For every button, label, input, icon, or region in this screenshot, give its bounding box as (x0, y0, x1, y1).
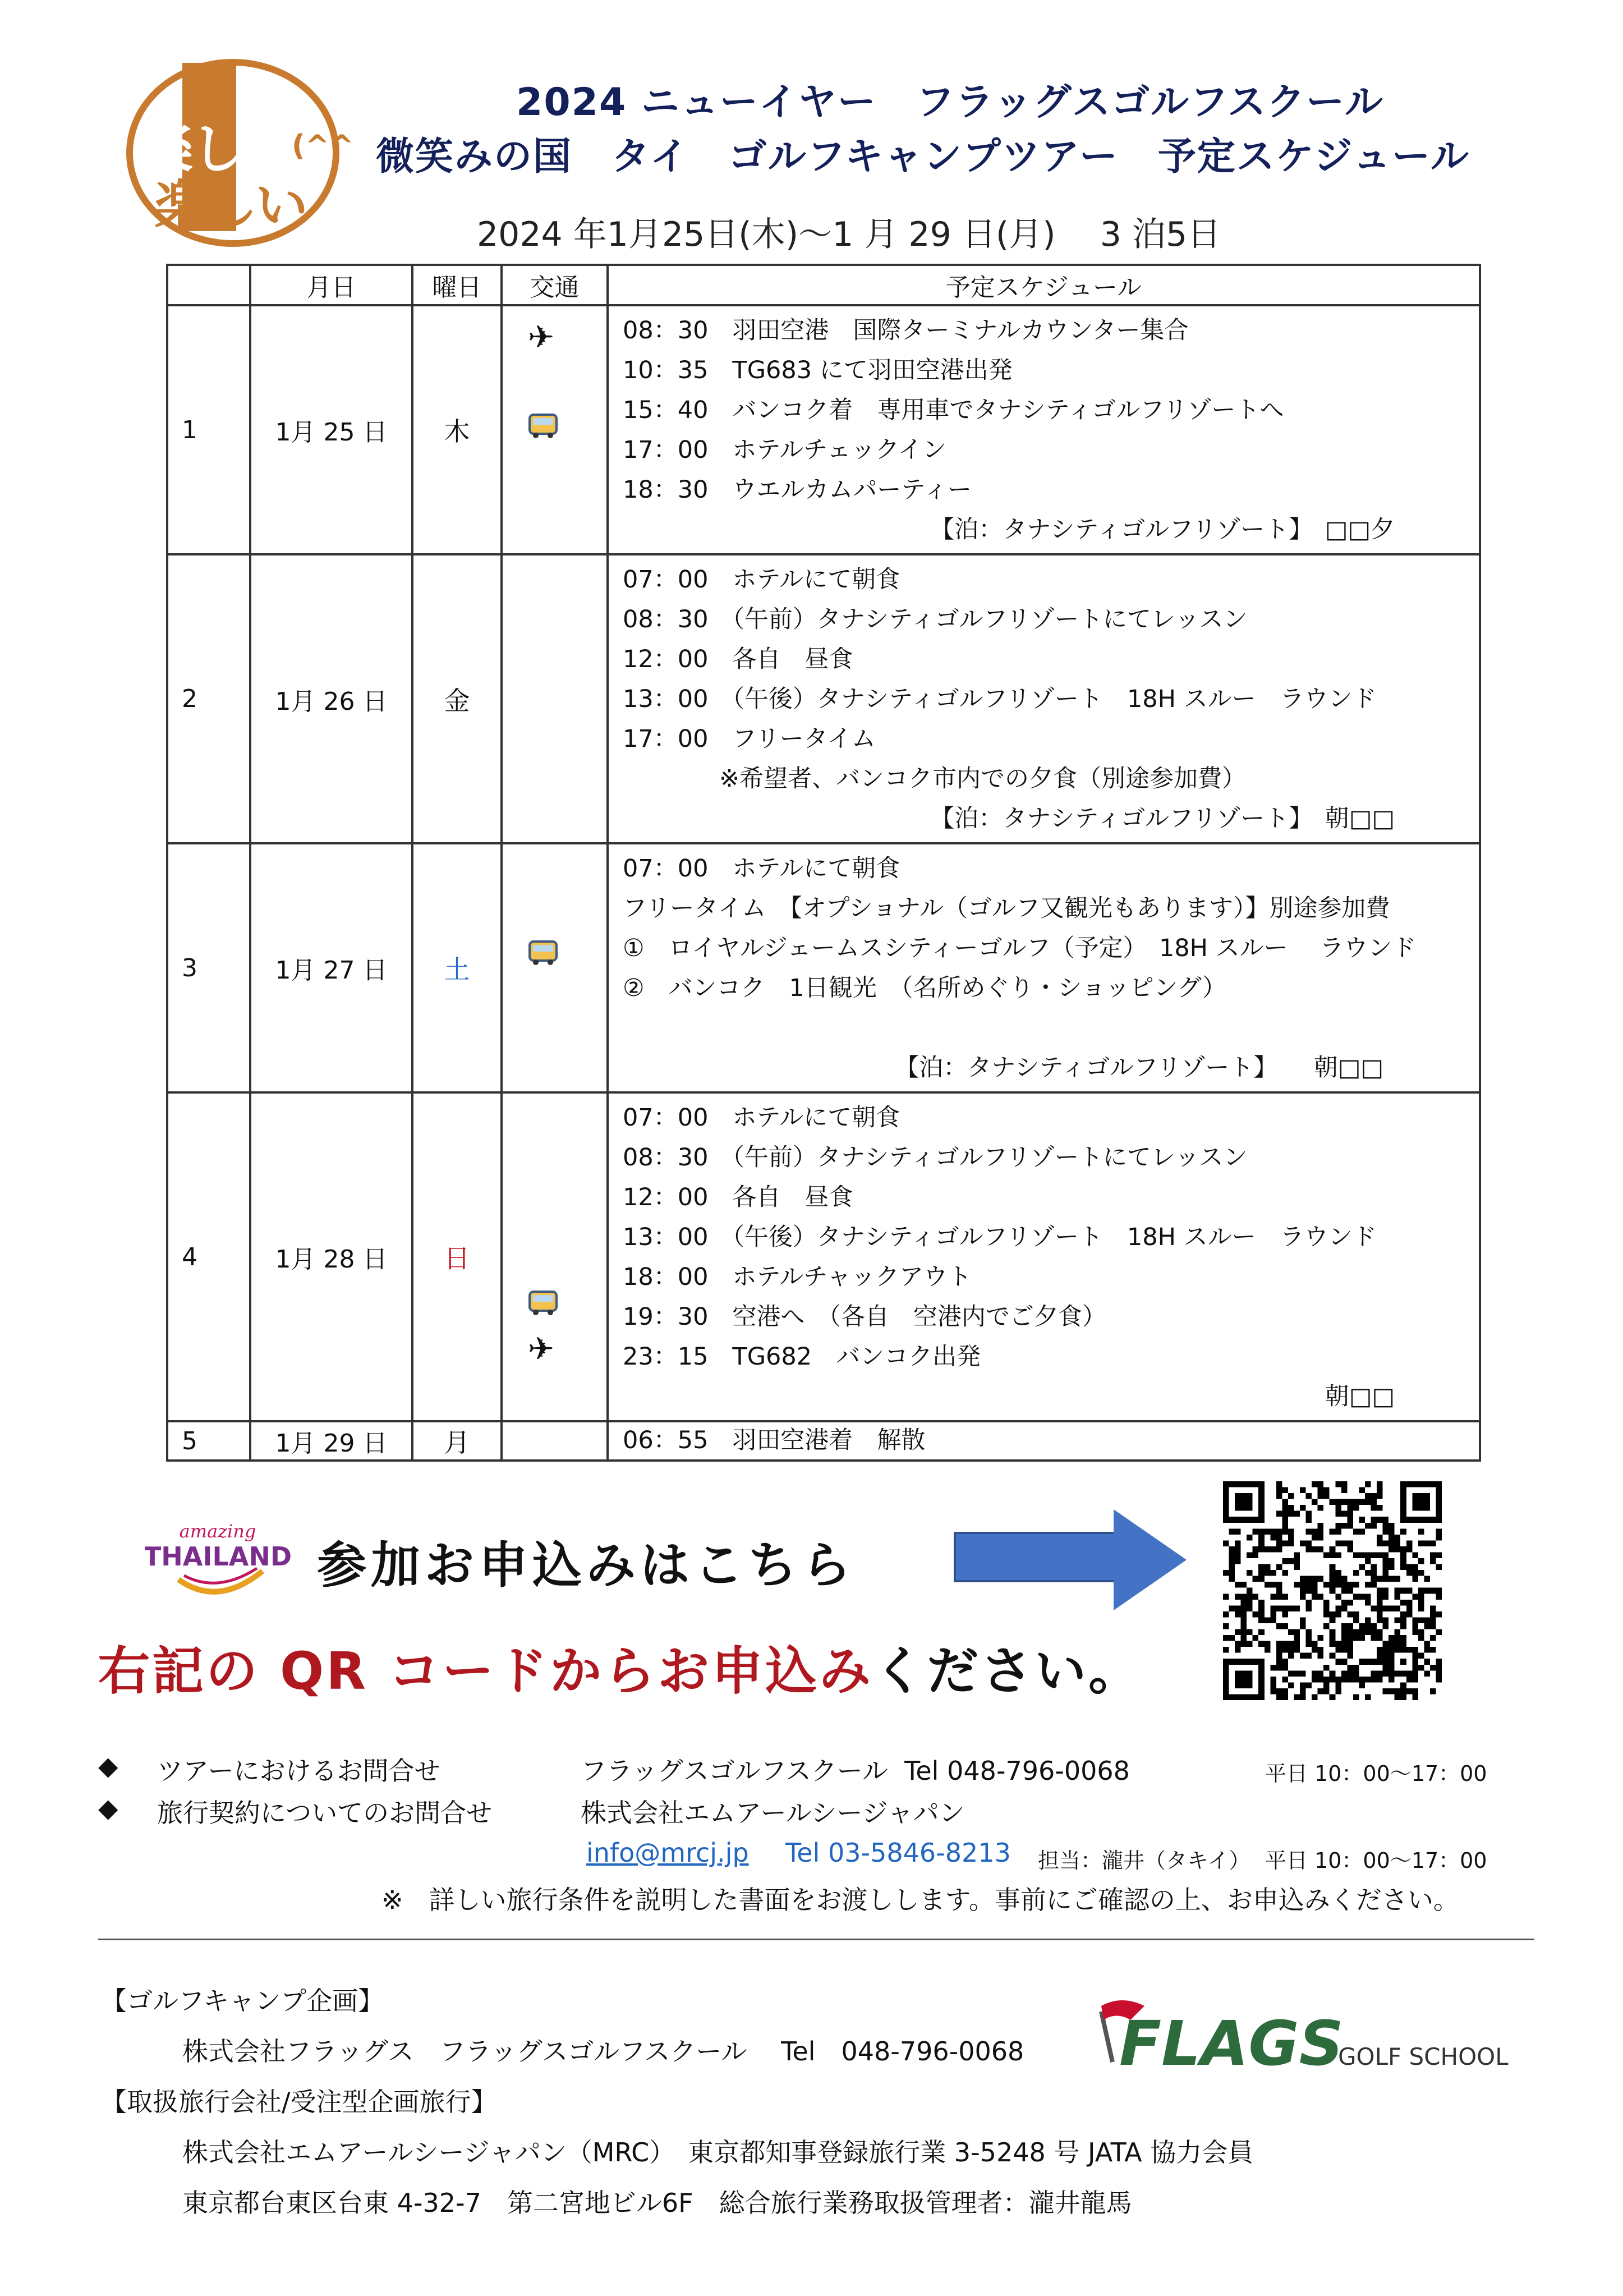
table-row (167, 554, 1480, 843)
schedule-line: 12：00 各自 昼食 (623, 645, 853, 673)
schedule-line: ① ロイヤルジェームスシティーゴルフ（予定） 18H スルー ラウンド (623, 934, 1417, 962)
schedule-cell (608, 554, 1480, 843)
day-number: 3 (167, 843, 250, 1092)
apply-heading: 参加お申込みはこちら (317, 1536, 856, 1594)
flags-logo-sub: GOLF SCHOOL (1338, 2043, 1509, 2070)
day-date: 1月 25 日 (250, 305, 412, 554)
contract-hours: 平日 10：00～17：00 (1265, 1848, 1487, 1873)
schedule-line: 10：35 TG683 にて羽田空港出発 (623, 356, 1013, 384)
schedule-line (623, 1008, 1479, 1048)
col-header-no (167, 265, 250, 305)
day-date: 1月 29 日 (250, 1421, 412, 1461)
title-line-2: 微笑みの国 タイ ゴルフキャンプツアー 予定スケジュール (376, 135, 1470, 179)
plane-icon: ✈ (528, 319, 554, 356)
schedule-cell (608, 1421, 1480, 1461)
schedule-line: 18：00 ホテルチャックアウト (623, 1263, 972, 1291)
agency-line-1: 株式会社エムアールシージャパン（MRC） 東京都知事登録旅行業 3-5248 号 JATA 協力会員 (182, 2137, 1254, 2168)
schedule-line: 23：15 TG682 バンコク出発 (623, 1343, 981, 1371)
contract-inquiry-label: 旅行契約についてのお問合せ (157, 1798, 493, 1828)
transport-cell (502, 305, 608, 554)
schedule-line: 17：00 フリータイム (623, 725, 876, 753)
schedule-line: 12：00 各自 昼食 (623, 1183, 853, 1211)
bullet-icon: ◆ (98, 1793, 118, 1823)
apply-instruction (98, 1630, 1142, 1704)
col-header-dow: 曜日 (412, 265, 502, 305)
divider (98, 1939, 1534, 1940)
day-of-week: 金 (412, 554, 502, 843)
schedule-line: 19：30 空港へ （各自 空港内でご夕食） (623, 1303, 1106, 1331)
arrow-head (1114, 1509, 1187, 1610)
schedule-line: 07：00 ホテルにて朝食 (623, 566, 900, 594)
transport-cell (502, 1092, 608, 1421)
apply-instruction-black: ください。 (873, 1641, 1143, 1701)
col-header-transport: 交通 (502, 265, 608, 305)
schedule-line: ※希望者、バンコク市内での夕食（別途参加費） (623, 765, 1247, 793)
bus-icon (528, 1290, 558, 1321)
bullet-icon: ◆ (98, 1751, 118, 1781)
table-row (167, 305, 1480, 554)
amazing-thailand-logo (145, 1509, 291, 1605)
day-date: 1月 26 日 (250, 554, 412, 843)
table-row (167, 843, 1480, 1092)
day-number: 4 (167, 1092, 250, 1421)
contract-tel: Tel 03-5846-8213 (785, 1838, 1011, 1868)
stay-line: 【泊：タナシティゴルフリゾート】 朝□□ (930, 805, 1395, 833)
stay-line: 【泊：タナシティゴルフリゾート】 朝□□ (895, 1054, 1383, 1082)
schedule-line: 07：00 ホテルにて朝食 (623, 1104, 900, 1132)
schedule-line: 15：40 バンコク着 専用車でタナシティゴルフリゾートへ (623, 396, 1284, 424)
contract-inquiry-value: 株式会社エムアールシージャパン (581, 1798, 965, 1828)
logo-smile: (^^ (292, 129, 354, 163)
logo-text-1: 楽しい (139, 118, 294, 181)
schedule-cell (608, 305, 1480, 554)
schedule-line: 17：00 ホテルチェックイン (623, 436, 946, 464)
contact-person: 担当：瀧井（タキイ） (1038, 1848, 1250, 1873)
day-of-week: 月 (412, 1421, 502, 1461)
stay-line: 【泊：タナシティゴルフリゾート】 □□夕 (930, 516, 1395, 544)
title-line-1: 2024 ニューイヤー フラッグスゴルフスクール (516, 80, 1384, 125)
table-header-row (167, 265, 1480, 305)
email-link[interactable]: info@mrcj.jp (586, 1838, 749, 1868)
flags-logo-text: FLAGS (1119, 2008, 1344, 2079)
day-date: 1月 27 日 (250, 843, 412, 1092)
flags-golf-school-logo (1091, 1989, 1512, 2084)
thai-big-text: THAILAND (145, 1541, 291, 1572)
bus-icon (528, 413, 558, 444)
transport-cell (502, 843, 608, 1092)
terms-note: ※ 詳しい旅行条件を説明した書面をお渡しします。事前にご確認の上、お申込みください。 (381, 1885, 1459, 1915)
day-date: 1月 28 日 (250, 1092, 412, 1421)
table-row (167, 1421, 1480, 1461)
table-row (167, 1092, 1480, 1421)
tour-inquiry-label: ツアーにおけるお問合せ (157, 1756, 440, 1786)
arrow-right-icon (954, 1532, 1116, 1582)
logo-text-2: 楽しい (154, 175, 306, 236)
schedule-line: 18：30 ウエルカムパーティー (623, 476, 972, 504)
schedule-line: 06：55 羽田空港着 解散 (623, 1426, 926, 1454)
schedule-line: 08：30 （午前）タナシティゴルフリゾートにてレッスン (623, 1144, 1248, 1172)
col-header-date: 月日 (250, 265, 412, 305)
tour-hours: 平日 10：00～17：00 (1265, 1761, 1487, 1786)
tour-inquiry-value: フラッグスゴルフスクール Tel 048-796-0068 (581, 1756, 1130, 1786)
day-of-week: 木 (412, 305, 502, 554)
schedule-line: 08：30 羽田空港 国際ターミナルカウンター集合 (623, 316, 1189, 345)
planning-heading: 【ゴルフキャンプ企画】 (101, 1986, 384, 2016)
stay-line: 朝□□ (1325, 1383, 1395, 1411)
schedule-table (166, 264, 1481, 1462)
day-number: 2 (167, 554, 250, 843)
schedule-line: 07：00 ホテルにて朝食 (623, 855, 900, 883)
thai-small-text: amazing (179, 1521, 256, 1542)
plane-icon: ✈ (528, 1331, 554, 1367)
apply-instruction-red: 右記の QR コードからお申込み (98, 1641, 873, 1701)
schedule-line: 13：00 （午後）タナシティゴルフリゾート 18H スルー ラウンド (623, 685, 1377, 713)
schedule-cell (608, 1092, 1480, 1421)
schedule-line: フリータイム 【オプショナル（ゴルフ又観光もあります）】別途参加費 (623, 894, 1390, 922)
transport-cell (502, 1421, 608, 1461)
planning-value: 株式会社フラッグス フラッグスゴルフスクール Tel 048-796-0068 (182, 2036, 1024, 2067)
agency-heading: 【取扱旅行会社/受注型企画旅行】 (101, 2087, 497, 2117)
schedule-line: 08：30 （午前）タナシティゴルフリゾートにてレッスン (623, 605, 1248, 633)
day-number: 5 (167, 1421, 250, 1461)
schedule-cell (608, 843, 1480, 1092)
qr-code[interactable] (1223, 1481, 1442, 1700)
bus-icon (528, 940, 558, 971)
tour-period: 2024 年1月25日(木)～1 月 29 日(月) 3 泊5日 (477, 215, 1221, 254)
day-of-week: 土 (412, 843, 502, 1092)
schedule-line: ② バンコク 1日観光 （名所めぐり・ショッピング） (623, 974, 1226, 1002)
schedule-line: 13：00 （午後）タナシティゴルフリゾート 18H スルー ラウンド (623, 1223, 1377, 1251)
agency-line-2: 東京都台東区台東 4-32-7 第二宮地ビル6F 総合旅行業務取扱管理者：瀧井龍馬 (182, 2188, 1132, 2218)
transport-cell (502, 554, 608, 843)
col-header-schedule: 予定スケジュール (608, 265, 1480, 305)
day-of-week: 日 (412, 1092, 502, 1421)
day-number: 1 (167, 305, 250, 554)
